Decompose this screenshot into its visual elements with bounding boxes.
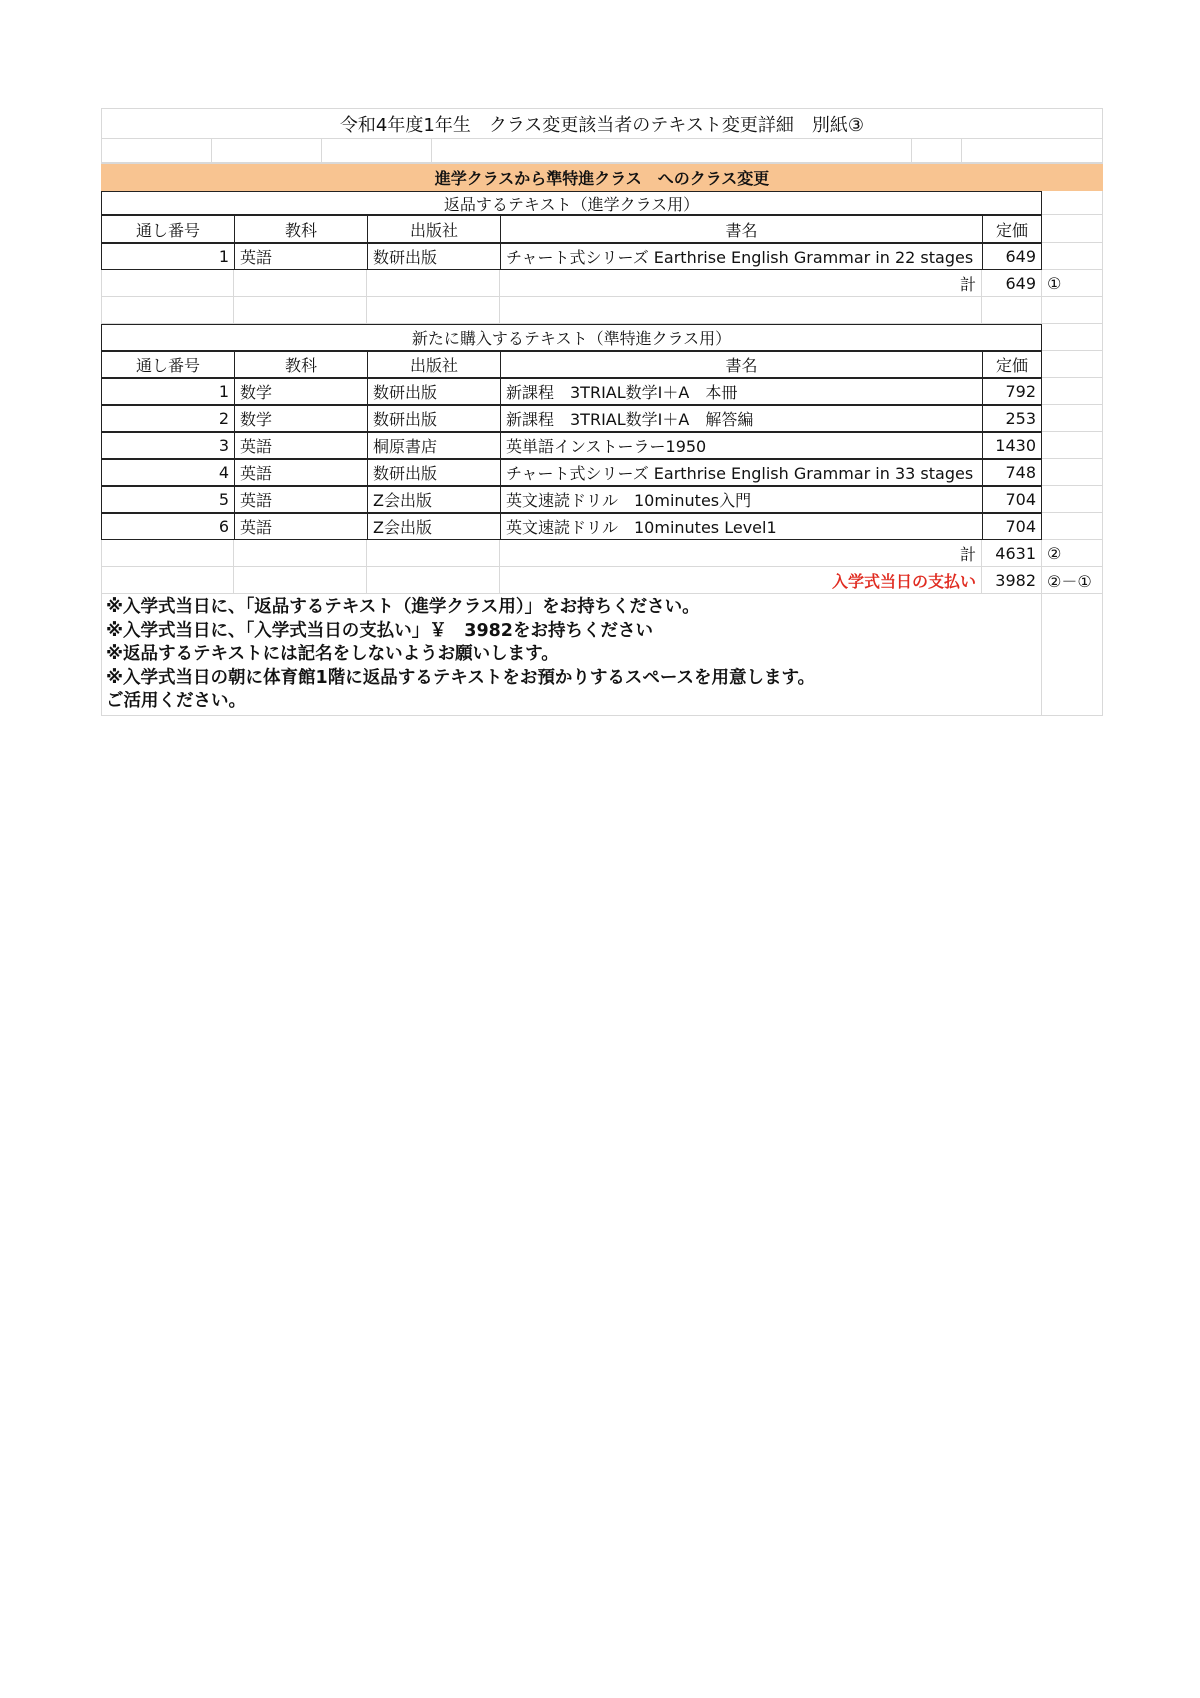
header-publisher: 出版社 xyxy=(367,215,501,243)
table-row xyxy=(101,513,1103,540)
empty-cell xyxy=(912,139,962,163)
header-no: 通し番号 xyxy=(101,215,235,243)
header-book: 書名 xyxy=(500,351,983,378)
empty-cell xyxy=(367,567,500,594)
row-book: 英文速読ドリル 10minutes Level1 xyxy=(500,513,983,540)
row-book: チャート式シリーズ Earthrise English Grammar in 33 stages xyxy=(500,459,983,486)
row-book: 新課程 3TRIAL数学Ⅰ＋A 本冊 xyxy=(500,378,983,405)
header-price: 定価 xyxy=(982,215,1042,243)
row-publisher: 桐原書店 xyxy=(367,432,501,459)
note-line: ※返品するテキストには記名をしないようお願いします。 xyxy=(106,644,559,664)
row-price: 748 xyxy=(982,459,1042,486)
row-book: 新課程 3TRIAL数学Ⅰ＋A 解答編 xyxy=(500,405,983,432)
row-price: 253 xyxy=(982,405,1042,432)
row-no: 3 xyxy=(101,432,235,459)
row-publisher: Z会出版 xyxy=(367,513,501,540)
empty-cell xyxy=(234,297,367,324)
row-no: 4 xyxy=(101,459,235,486)
empty-cell xyxy=(1042,459,1103,486)
header-price: 定価 xyxy=(982,351,1042,378)
table-row xyxy=(101,432,1103,459)
total-label: 計 xyxy=(500,540,982,567)
empty-cell xyxy=(982,297,1042,324)
row-no: 1 xyxy=(101,243,235,270)
header-subject: 教科 xyxy=(234,351,368,378)
empty-cell xyxy=(1042,486,1103,513)
notes-block xyxy=(101,594,1042,716)
row-no: 1 xyxy=(101,378,235,405)
empty-cell xyxy=(234,567,367,594)
empty-cell xyxy=(1042,297,1103,324)
class-change-banner: 進学クラスから準特進クラス へのクラス変更 xyxy=(101,163,1103,191)
empty-cell xyxy=(367,270,500,297)
row-publisher: 数研出版 xyxy=(367,459,501,486)
table-row xyxy=(101,378,1103,405)
row-price: 1430 xyxy=(982,432,1042,459)
page-title: 令和4年度1年生 クラス変更該当者のテキスト変更詳細 別紙③ xyxy=(101,109,1103,139)
row-subject: 数学 xyxy=(234,378,368,405)
payment-label: 入学式当日の支払い xyxy=(500,567,982,594)
return-total-row xyxy=(101,270,1103,297)
row-subject: 数学 xyxy=(234,405,368,432)
purchase-column-header xyxy=(101,351,1103,378)
empty-cell xyxy=(234,270,367,297)
note-line: ※入学式当日に、「入学式当日の支払い」￥ 3982をお持ちください xyxy=(106,620,653,641)
empty-cell xyxy=(500,297,982,324)
empty-cell xyxy=(1042,378,1103,405)
empty-cell xyxy=(962,139,1103,163)
purchase-total-mark: ② xyxy=(1042,540,1103,567)
table-row xyxy=(101,243,1103,270)
row-subject: 英語 xyxy=(234,243,368,270)
empty-cell xyxy=(367,540,500,567)
header-publisher: 出版社 xyxy=(367,351,501,378)
empty-cell xyxy=(212,139,322,163)
empty-cell xyxy=(1042,432,1103,459)
row-no: 5 xyxy=(101,486,235,513)
row-no: 2 xyxy=(101,405,235,432)
purchase-total-row xyxy=(101,540,1103,567)
empty-cell xyxy=(101,297,234,324)
note-line: ※入学式当日に、「返品するテキスト（進学クラス用）」をお持ちください。 xyxy=(106,597,700,617)
row-price: 704 xyxy=(982,513,1042,540)
row-publisher: 数研出版 xyxy=(367,378,501,405)
payment-row xyxy=(101,567,1103,594)
note-line: ご活用ください。 xyxy=(106,691,246,711)
row-publisher: 数研出版 xyxy=(367,405,501,432)
notes-row xyxy=(101,594,1103,716)
payment-amount: 3982 xyxy=(982,567,1042,594)
table-row xyxy=(101,405,1103,432)
row-subject: 英語 xyxy=(234,486,368,513)
empty-cell xyxy=(1042,513,1103,540)
empty-cell xyxy=(322,139,432,163)
purchase-total: 4631 xyxy=(982,540,1042,567)
empty-cell xyxy=(432,139,912,163)
row-subject: 英語 xyxy=(234,513,368,540)
spreadsheet xyxy=(101,108,1103,716)
empty-cell xyxy=(1042,243,1103,270)
empty-cell xyxy=(1042,215,1103,243)
row-subject: 英語 xyxy=(234,432,368,459)
header-book: 書名 xyxy=(500,215,983,243)
empty-cell xyxy=(1042,594,1103,716)
row-no: 6 xyxy=(101,513,235,540)
purchase-section-heading: 新たに購入するテキスト（準特進クラス用） xyxy=(101,324,1042,351)
empty-cell xyxy=(1042,351,1103,378)
note-line: ※入学式当日の朝に体育館1階に返品するテキストをお預かりするスペースを用意します。 xyxy=(106,667,816,688)
table-row xyxy=(101,459,1103,486)
empty-cell xyxy=(234,540,367,567)
row-price: 649 xyxy=(982,243,1042,270)
row-subject: 英語 xyxy=(234,459,368,486)
return-column-header xyxy=(101,215,1103,243)
return-total-mark: ① xyxy=(1042,270,1103,297)
total-label: 計 xyxy=(500,270,982,297)
table-row xyxy=(101,486,1103,513)
row-book: 英文速読ドリル 10minutes入門 xyxy=(500,486,983,513)
row-price: 704 xyxy=(982,486,1042,513)
payment-mark: ②－① xyxy=(1042,567,1103,594)
return-section-heading: 返品するテキスト（進学クラス用） xyxy=(101,191,1042,215)
empty-cell xyxy=(101,139,212,163)
row-publisher: 数研出版 xyxy=(367,243,501,270)
empty-cell xyxy=(367,297,500,324)
empty-cell xyxy=(1042,191,1103,215)
empty-cell xyxy=(101,540,234,567)
row-publisher: Z会出版 xyxy=(367,486,501,513)
return-total: 649 xyxy=(982,270,1042,297)
empty-cell xyxy=(101,270,234,297)
row-book: チャート式シリーズ Earthrise English Grammar in 22 stages xyxy=(500,243,983,270)
header-no: 通し番号 xyxy=(101,351,235,378)
empty-cell xyxy=(1042,324,1103,351)
header-subject: 教科 xyxy=(234,215,368,243)
empty-cell xyxy=(1042,405,1103,432)
empty-cell xyxy=(101,567,234,594)
row-price: 792 xyxy=(982,378,1042,405)
row-book: 英単語インストーラー1950 xyxy=(500,432,983,459)
